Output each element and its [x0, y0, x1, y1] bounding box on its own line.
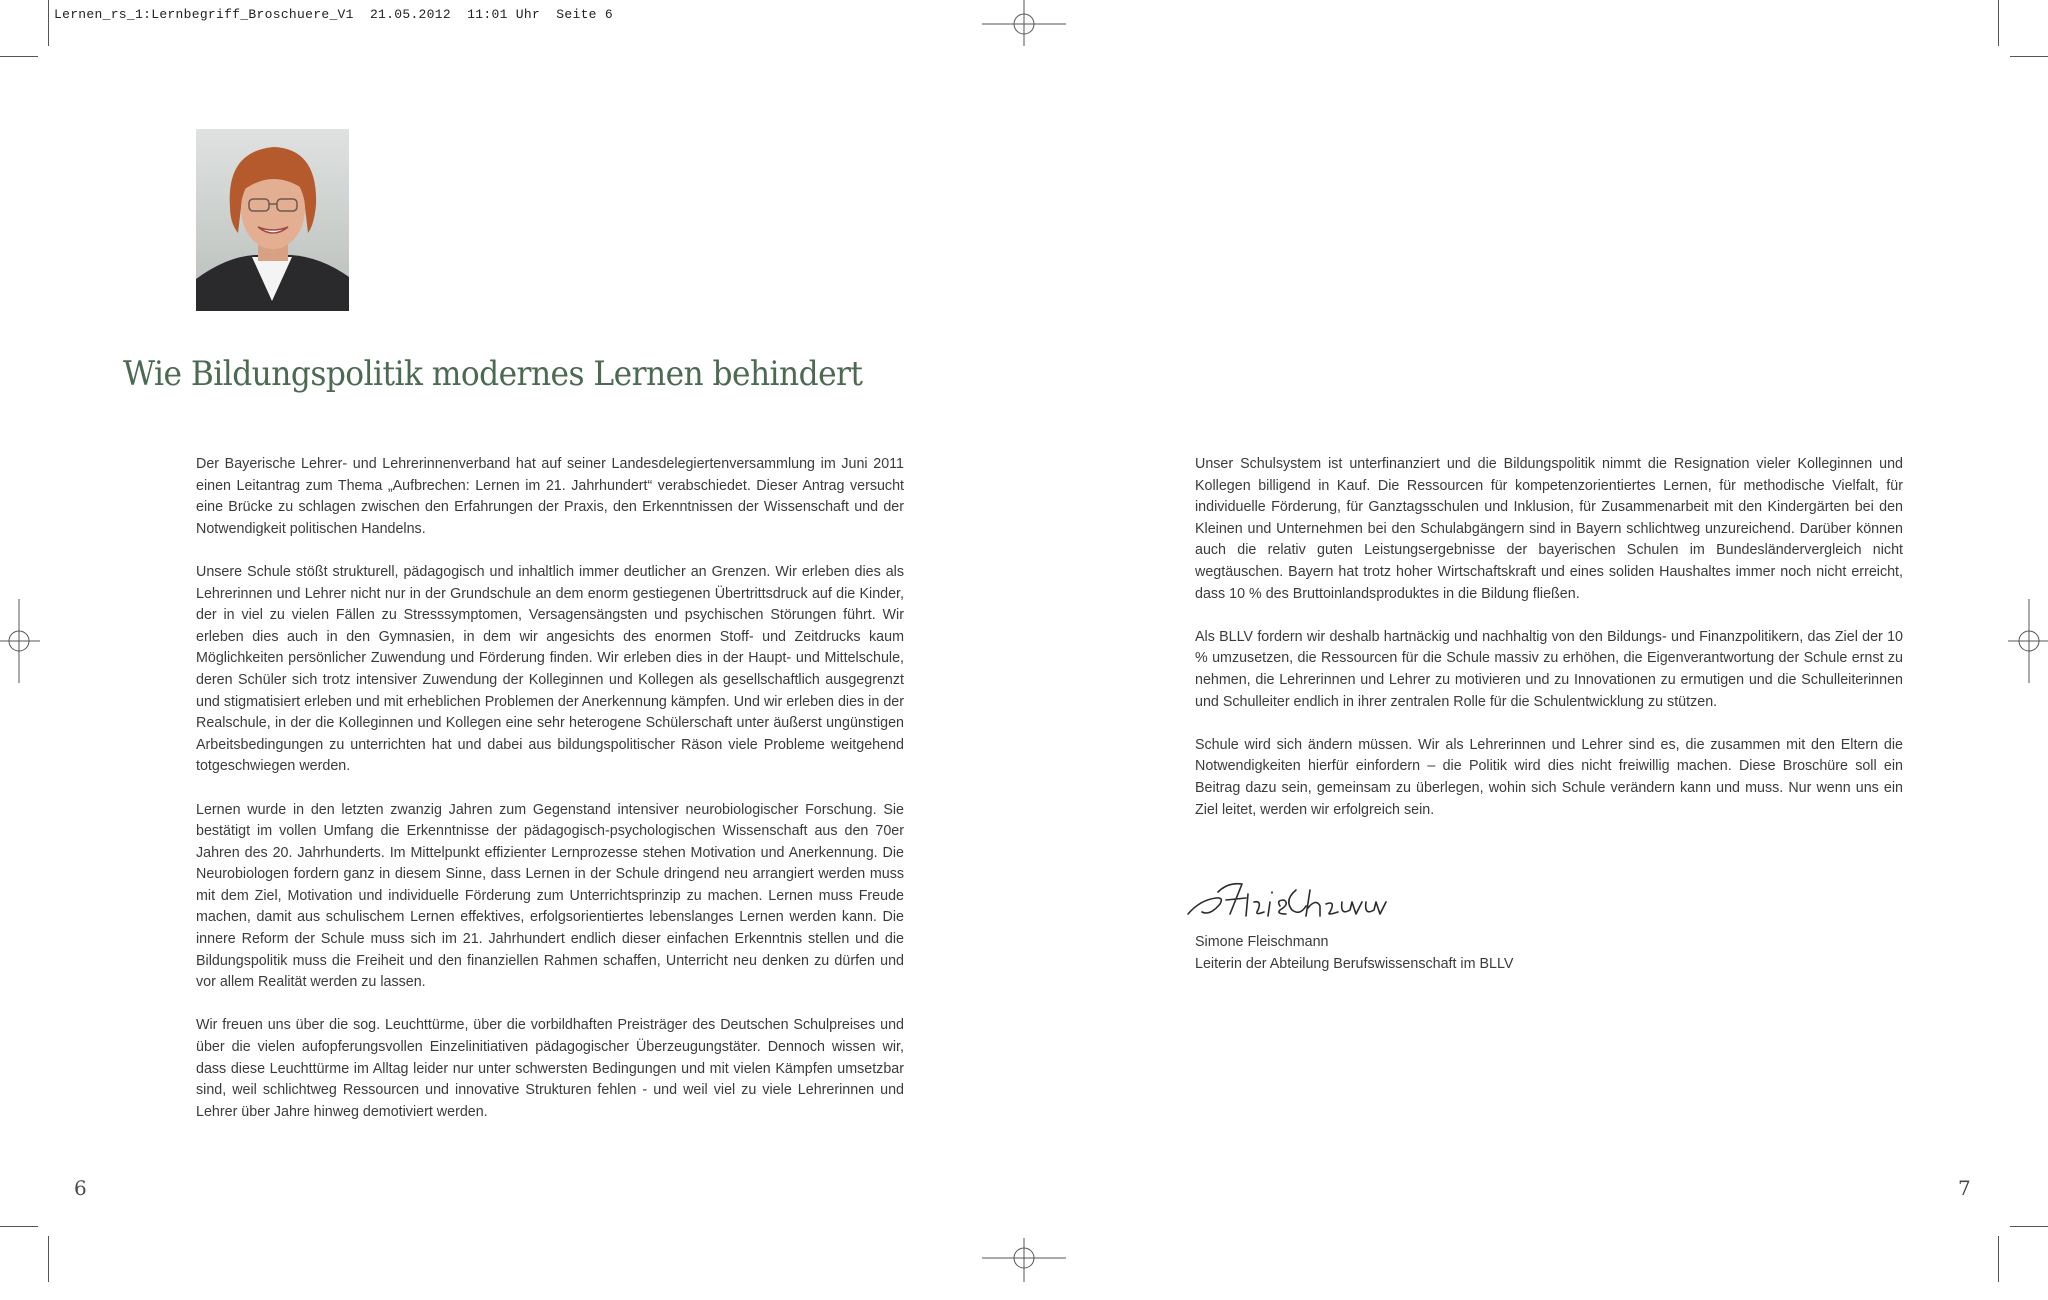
- registration-mark: [982, 0, 1066, 84]
- crop-mark: [0, 56, 38, 57]
- registration-mark: [0, 599, 84, 683]
- body-paragraph: Wir freuen uns über die sog. Leuchttürme, über die vorbildhaften Preisträger des Deutschen Schulpreises und über die vielen aufopferungsvollen Einzelinitiativen pädagogischer Überzeugungstäter. Dennoch wissen wir, dass diese Leuchttürme im Alltag leider nur unter schwersten Bedingungen und mit vielen Kämpfen umsetzbar sind, weil schlichtweg Ressourcen und innovative Strukturen fehlen - und weil viel zu viele Lehrerinnen und Lehrer über Jahre hinweg demotiviert werden.: [196, 1017, 904, 1120]
- print-slug-line: Lernen_rs_1:Lernbegriff_Broschuere_V1 21.05.2012 11:01 Uhr Seite 6: [54, 7, 613, 22]
- body-paragraph: Lernen wurde in den letzten zwanzig Jahren zum Gegenstand intensiver neurobiologischer Forschung. Sie bestätigt im vollen Umfang die Erkenntnisse der pädagogisch-psychologischen Wissenschaft aus den 70er Jahren des 20. Jahrhunderts. Im Mittelpunkt effizienter Lernprozesse stehen Motivation und Anerkennung. Die Neurobiologen fordern ganz in diesem Sinne, dass Lernen in der Schule dringend neu arrangiert werden muss mit dem Ziel, Motivation und individuelle Förderung zum Unterrichtsprinzip zu machen. Lernen muss Freude machen, damit aus schulischem Lernen effektives, erfolgsorientiertes lebenslanges Lernen werden kann. Die innere Reform der Schule muss sich im 21. Jahrhundert endlich dieser einfachen Erkenntnis stellen und die Bildungspolitik muss die Freiheit und den finanziellen Rahmen schaffen, Unterricht neu denken zu dürfen und vor allem Realität werden zu lassen.: [196, 801, 904, 991]
- crop-mark: [1998, 1236, 1999, 1282]
- crop-mark: [2010, 1226, 2048, 1227]
- registration-mark: [982, 1216, 1066, 1300]
- crop-mark: [2010, 56, 2048, 57]
- body-paragraph: Als BLLV fordern wir deshalb hartnäckig und nachhaltig von den Bildungs- und Finanzpolitikern, das Ziel der 10 % umzusetzen, die Ressourcen für die Schule massiv zu erhöhen, die Eigenverantwortung der Schule ernst zu nehmen, die Lehrerinnen und Lehrer zu motivieren und zu Innovationen zu ermutigen und die Schulleiterinnen und Schulleiter endlich in ihrer zentralen Rolle für die Schulentwicklung zu stützen.: [1195, 628, 1903, 710]
- page-number-left: 6: [74, 1176, 87, 1200]
- page-number-right: 7: [1958, 1176, 1971, 1200]
- signer-name: Simone Fleischmann: [1195, 934, 1329, 950]
- crop-mark: [48, 1236, 49, 1282]
- handwritten-signature: [1180, 870, 1400, 926]
- body-paragraph: Unser Schulsystem ist unterfinanziert und die Bildungspolitik nimmt die Resignation vieler Kolleginnen und Kollegen billigend in Kauf. Die Ressourcen für kompetenzorientiertes Lernen, für methodische Vielfalt, für individuelle Förderung, für Ganztagsschulen und Inklusion, für Zusammenarbeit mit den Kindergärten bei den Kleinen und Unternehmen bei den Schulabgängern sind in Bayern schlichtweg unzureichend. Darüber können auch die relativ guten Leistungsergebnisse der bayerischen Schulen im Bundesländervergleich nicht wegtäuschen. Bayern hat trotz hoher Wirtschaftskraft und eines soliden Haushaltes immer noch nicht erreicht, dass 10 % des Bruttoinlandsproduktes in die Bildung fließen.: [1195, 456, 1903, 602]
- right-text-column: [1195, 454, 1903, 843]
- body-paragraph: Schule wird sich ändern müssen. Wir als Lehrerinnen und Lehrer sind es, die zusammen mit den Eltern die Notwendigkeiten hierfür einfordern – die Politik wird dies nicht freiwillig machen. Diese Broschüre soll ein Beitrag dazu sein, gemeinsam zu überlegen, wohin sich Schule verändern kann und muss. Nur wenn uns ein Ziel leitet, werden wir erfolgreich sein.: [1195, 736, 1903, 818]
- registration-mark: [1964, 599, 2048, 683]
- author-portrait-photo: [196, 129, 349, 311]
- article-headline: Wie Bildungspolitik modernes Lernen behindert: [123, 354, 863, 394]
- left-text-column: [196, 454, 904, 1145]
- body-paragraph: Unsere Schule stößt strukturell, pädagogisch und inhaltlich immer deutlicher an Grenzen. Wir erleben dies als Lehrerinnen und Lehrer nicht nur in der Grundschule an dem enorm gestiegenen Übertrittsdruck auf die Kinder, der in viel zu vielen Fällen zu Stresssymptomen, Versagensängsten und psychischen Störungen führt. Wir erleben dies auch in den Gymnasien, in dem wir angesichts des enormen Stoff- und Zeitdrucks kaum Möglichkeiten persönlicher Zuwendung und Förderung finden. Wir erleben dies in der Haupt- und Mittelschule, deren Schüler sich trotz intensiver Zuwendung der Kolleginnen und Kollegen als gesellschaftlich ausgegrenzt und stigmatisiert erleben und mit erheblichen Problemen der Anerkennung kämpfen. Und wir erleben dies in der Realschule, in der die Kolleginnen und Kollegen eine sehr heterogene Schülerschaft unter äußerst ungünstigen Arbeitsbedingungen zu unterrichten hat und dabei aus bildungspolitischer Räson viele Probleme weitgehend totgeschwiegen werden.: [196, 563, 904, 775]
- crop-mark: [0, 1226, 38, 1227]
- crop-mark: [48, 0, 49, 46]
- body-paragraph: Der Bayerische Lehrer- und Lehrerinnenverband hat auf seiner Landesdelegiertenversammlung im Juni 2011 einen Leitantrag zum Thema „Aufbrechen: Lernen im 21. Jahrhundert“ verabschiedet. Dieser Antrag versucht eine Brücke zu schlagen zwischen den Erfahrungen der Praxis, den Erkenntnissen der Wissenschaft und der Notwendigkeit politischen Handelns.: [196, 456, 904, 537]
- signer-title: Leiterin der Abteilung Berufswissenschaft im BLLV: [1195, 955, 1514, 972]
- signer-block: [1195, 932, 1513, 975]
- crop-mark: [1998, 0, 1999, 46]
